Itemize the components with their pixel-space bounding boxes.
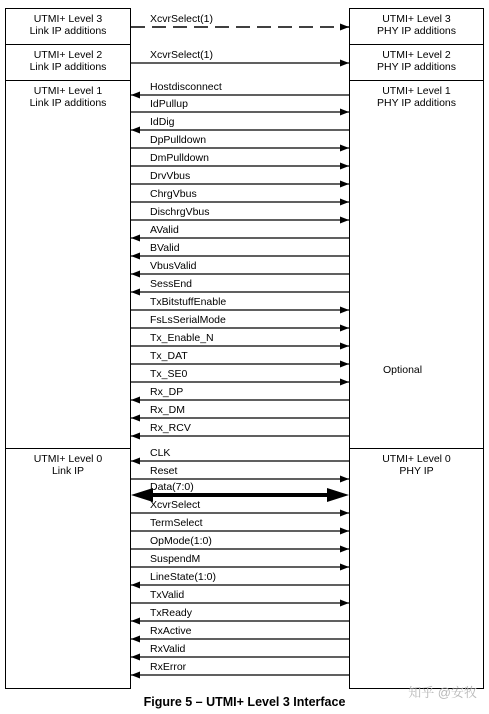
arrowhead-right-icon [340,60,349,67]
arrowhead-left-icon [131,92,140,99]
arrowhead-right-icon [340,379,349,386]
phy-level3-label: UTMI+ Level 3 PHY IP additions [377,13,456,37]
signal-label: TermSelect [150,517,203,529]
phy-level2-block [349,44,484,81]
arrowhead-right-icon [340,199,349,206]
signal-label: DischrgVbus [150,206,210,218]
arrowhead-left-icon [131,289,140,296]
signal-label: Tx_SE0 [150,368,188,380]
arrowhead-left-icon [131,672,140,679]
phy-level1-label: UTMI+ Level 1 PHY IP additions [377,85,456,109]
figure-caption: Figure 5 – UTMI+ Level 3 Interface [143,695,346,709]
arrowhead-right-icon [340,217,349,224]
signal-label: SessEnd [150,278,193,290]
signal-label: XcvrSelect(1) [150,49,214,61]
link-level0-block [5,448,131,689]
watermark-text: 知乎 @安牧 [408,685,477,700]
phy-level1-block [349,80,484,449]
arrowhead-left-icon [131,636,140,643]
link-level2-block [5,44,131,81]
signal-label: Tx_DAT [150,350,188,362]
arrowhead-right-icon [340,163,349,170]
arrowhead-right-icon [340,307,349,314]
signal-label: RxError [150,661,187,673]
signal-label: RxValid [150,643,186,655]
arrowhead-right-icon [340,546,349,553]
phy-level2-label: UTMI+ Level 2 PHY IP additions [377,49,456,73]
signal-label: FsLsSerialMode [150,314,226,326]
arrowhead-left-icon [131,654,140,661]
arrowhead-left-icon [131,433,140,440]
arrowhead-left-icon [131,127,140,134]
arrowhead-right-icon [340,181,349,188]
arrowhead-left-icon [131,397,140,404]
link-level1-label: UTMI+ Level 1 Link IP additions [29,85,107,109]
arrowhead-right-icon [340,109,349,116]
signal-label: CLK [150,447,171,459]
signal-label: Data(7:0) [150,481,194,493]
link-level3-label: UTMI+ Level 3 Link IP additions [29,13,107,37]
signal-label: RxActive [150,625,192,637]
signal-label: VbusValid [150,260,197,272]
signal-label: Rx_DP [150,386,184,398]
signal-label: AValid [150,224,179,236]
signal-label: Rx_RCV [150,422,191,434]
link-level3-block [5,8,131,45]
arrowhead-left-icon [131,253,140,260]
signal-label: TxReady [150,607,193,619]
signal-label: OpMode(1:0) [150,535,212,547]
signal-label: DrvVbus [150,170,191,182]
arrowhead-right-icon [340,564,349,571]
signal-label: Rx_DM [150,404,186,416]
signal-label: DmPulldown [150,152,209,164]
signal-label: IdDig [150,116,175,128]
signal-label: LineState(1:0) [150,571,216,583]
arrowhead-left-icon [131,458,140,465]
phy-level3-block [349,8,484,45]
phy-level0-label: UTMI+ Level 0 PHY IP [382,453,451,477]
signal-label: XcvrSelect(1) [150,13,214,25]
signal-label: Reset [150,465,178,477]
optional-label: Optional [383,364,423,376]
arrowhead-left-icon [131,235,140,242]
arrowhead-right-icon [340,361,349,368]
signal-label: IdPullup [150,98,188,110]
signal-label: Tx_Enable_N [150,332,214,344]
arrowhead-left-icon [131,582,140,589]
arrowhead-left-icon [131,271,140,278]
signal-label: Hostdisconnect [150,81,222,93]
arrowhead-right-icon [340,145,349,152]
arrowhead-right-icon [340,510,349,517]
signal-label: XcvrSelect [150,499,201,511]
phy-level0-block [349,448,484,689]
signal-label: BValid [150,242,180,254]
arrowhead-right-icon [340,600,349,607]
signal-label: TxValid [150,589,185,601]
arrowhead-left-icon [131,618,140,625]
signal-label: ChrgVbus [150,188,197,200]
arrowhead-right-icon [340,476,349,483]
arrowhead-right-icon [340,343,349,350]
arrowhead-left-icon [131,415,140,422]
signal-label: TxBitstuffEnable [150,296,227,308]
link-level2-label: UTMI+ Level 2 Link IP additions [29,49,107,73]
arrowhead-right-icon [340,528,349,535]
link-level1-block [5,80,131,449]
link-level0-label: UTMI+ Level 0 Link IP [33,453,103,477]
arrowhead-right-icon [327,488,349,502]
signal-label: SuspendM [150,553,201,565]
signal-label: DpPulldown [150,134,207,146]
arrowhead-right-icon [340,325,349,332]
arrowhead-right-icon [340,24,349,31]
